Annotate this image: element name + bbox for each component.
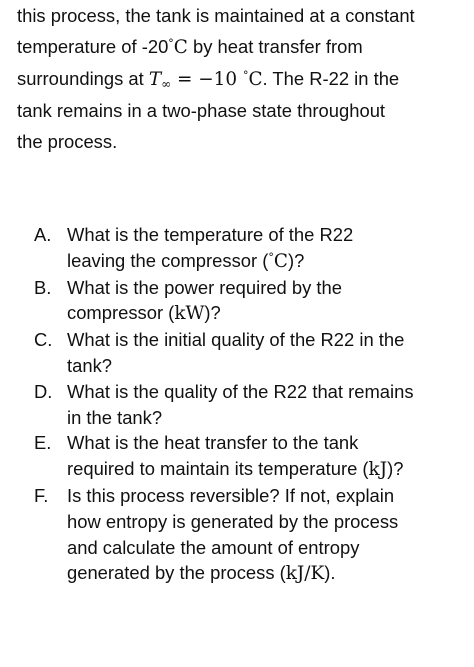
question-line: required to maintain its temperature (kJ)?: [67, 458, 404, 481]
intro-line-4: tank remains in a two-phase state throughout: [17, 100, 386, 121]
unit-kj: kJ: [368, 459, 388, 481]
question-line: leaving the compressor (°C)?: [67, 249, 305, 272]
question-line: What is the quality of the R22 that remains: [67, 380, 414, 402]
intro-line-2-tail: by heat transfer from: [187, 36, 363, 57]
ambient-temperature-expression: $T_\infty = -10$ °C: [148, 69, 263, 91]
question-text: [67, 483, 464, 587]
question-list: [34, 222, 464, 587]
question-letter: B.: [34, 276, 52, 298]
question-f: [34, 483, 464, 587]
intro-line-2: [17, 31, 467, 63]
problem-statement: [17, 0, 467, 157]
question-line: compressor (kW)?: [67, 302, 221, 325]
question-line: and calculate the amount of entropy: [67, 536, 360, 558]
question-d: [34, 379, 464, 431]
question-text: [67, 275, 464, 328]
question-letter: E.: [34, 432, 52, 454]
question-line: in the tank?: [67, 406, 163, 428]
intro-line-2-text: temperature of -20: [17, 36, 169, 57]
unit-kj-per-k: kJ/K: [285, 563, 325, 585]
unit-kw: kW: [174, 303, 205, 325]
degree-celsius-symbol: °C: [168, 37, 188, 58]
question-line: What is the temperature of the R22: [67, 224, 354, 245]
question-letter: D.: [34, 380, 53, 402]
question-line: What is the power required by the: [67, 276, 342, 298]
question-line: generated by the process (kJ/K).: [67, 562, 336, 585]
intro-line-3-text: surroundings at: [17, 68, 149, 89]
question-letter: F.: [34, 484, 49, 506]
intro-line-3-tail: . The R-22 in the: [262, 68, 400, 89]
question-c: [34, 327, 464, 379]
intro-line-1: this process, the tank is maintained at a constant: [17, 5, 415, 26]
question-line: What is the initial quality of the R22 in the: [67, 329, 405, 351]
question-line: tank?: [67, 354, 112, 376]
question-e: [34, 430, 464, 483]
question-text: [67, 430, 464, 483]
question-letter: C.: [34, 329, 53, 351]
question-line: how entropy is generated by the process: [67, 510, 399, 532]
intro-line-3: [17, 63, 467, 95]
question-line: What is the heat transfer to the tank: [67, 432, 359, 454]
intro-line-5: the process.: [17, 131, 118, 152]
question-letter: A.: [34, 224, 52, 245]
question-text: [67, 327, 464, 379]
degree-celsius-symbol: °C: [268, 250, 288, 272]
question-text: [67, 379, 464, 431]
question-line: Is this process reversible? If not, explain: [67, 484, 395, 506]
question-b: [34, 275, 464, 328]
question-a: [34, 222, 464, 275]
question-text: [67, 222, 464, 275]
